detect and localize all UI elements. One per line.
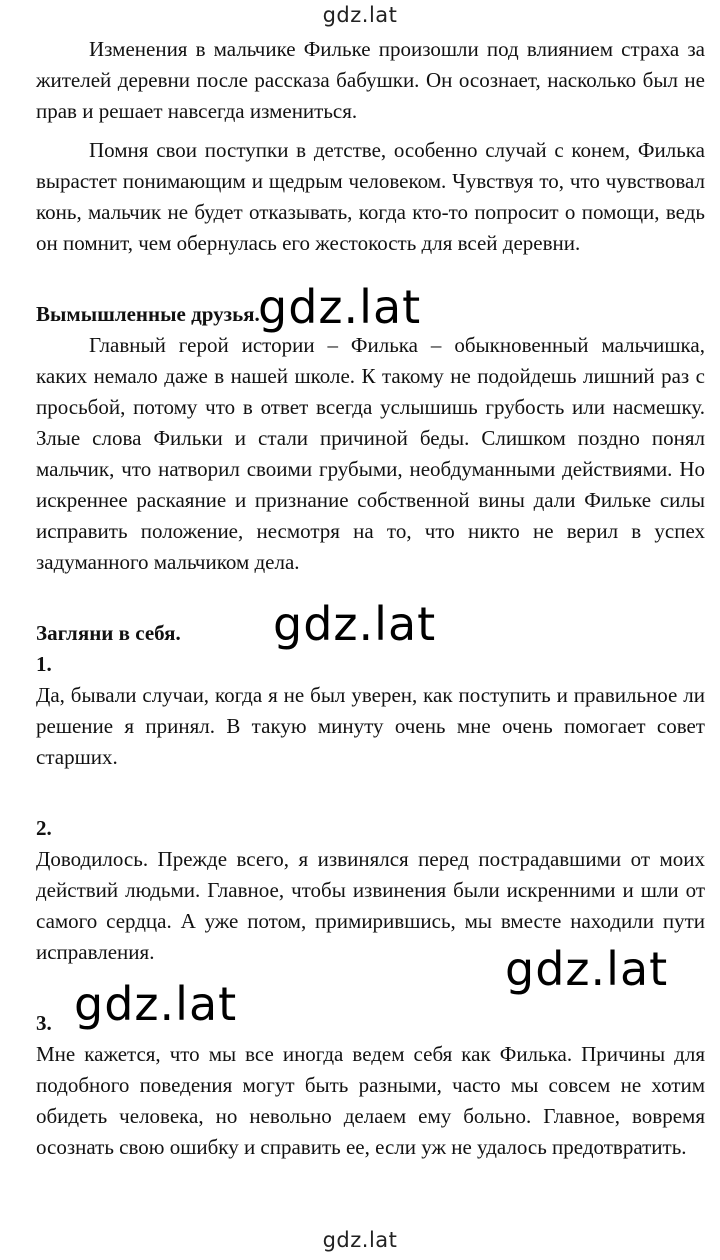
intro-paragraph-1: Изменения в мальчике Фильке произошли под влиянием страха за жителей деревни после рассказа бабушки. Он осознает, насколько был не прав и решает навсегда измениться.	[36, 37, 705, 123]
watermark-overlay-4: gdz.lat	[74, 977, 238, 1031]
answer-text-2: Доводилось. Прежде всего, я извинялся перед пострадавшими от моих действий людьми. Главное, чтобы извинения были искренними и шли от самого сердца. А уже потом, примирившись, мы вместе находили пути исправления.	[36, 847, 705, 964]
watermark-bottom: gdz.lat	[322, 1228, 398, 1252]
self-heading: Загляни в себя.	[36, 621, 181, 645]
watermark-top: gdz.lat	[322, 3, 398, 27]
friends-paragraph: Главный герой истории – Филька – обыкновенный мальчишка, каких немало даже в нашей школе. К такому не подойдешь лишний раз с просьбой, потому что в ответ всегда услышишь грубость или насмешку. Злые слова Фильки и стали причиной беды. Слишком поздно понял мальчик, что натворил своими грубыми, необдуманными действиями. Но искреннее раскаяние и признание собственной вины дали Фильке силы исправить положение, несмотря на то, что никто не верил в успех задуманного мальчиком дела.	[36, 333, 705, 574]
watermark-overlay-2: gdz.lat	[273, 597, 437, 651]
watermark-overlay-1: gdz.lat	[258, 280, 422, 334]
answer-number-3: 3.	[36, 1011, 52, 1035]
intro-paragraph-2: Помня свои поступки в детстве, особенно случай с конем, Филька вырастет понимающим и щедрым человеком. Чувствуя то, что чувствовал конь, мальчик не будет отказывать, когда кто-то попросит о помощи, ведь он помнит, чем обернулась его жестокость для всей деревни.	[36, 138, 705, 255]
answer-text-3: Мне кажется, что мы все иногда ведем себя как Филька. Причины для подобного поведения могут быть разными, часто мы совсем не хотим обидеть человека, но невольно делаем ему больно. Главное, вовремя осознать свою ошибку и справить ее, если уж не удалось предотвратить.	[36, 1042, 705, 1159]
answer-number-2: 2.	[36, 816, 52, 840]
answer-number-1: 1.	[36, 652, 52, 676]
friends-heading: Вымышленные друзья.	[36, 302, 260, 326]
answer-text-1: Да, бывали случаи, когда я не был уверен, как поступить и правильное ли решение я принял. В такую минуту очень мне очень помогает совет старших.	[36, 683, 705, 769]
watermark-overlay-3: gdz.lat	[505, 942, 669, 996]
